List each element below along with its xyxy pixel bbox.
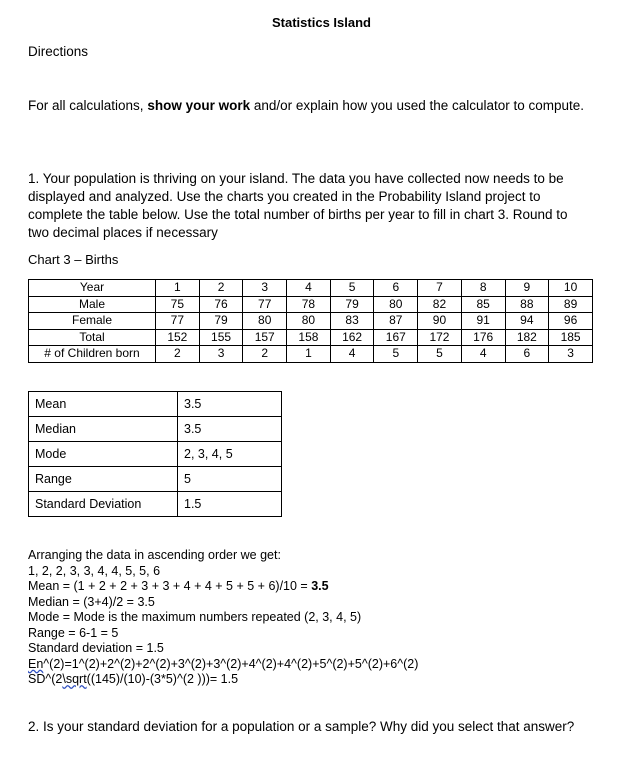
table-cell: 87 [374, 313, 418, 330]
table-cell: 162 [330, 329, 374, 346]
work-line-mode: Mode = Mode is the maximum numbers repeated (2, 3, 4, 5) [28, 610, 362, 624]
row-label: # of Children born [29, 346, 156, 363]
question-1: 1. Your population is thriving on your island. The data you have collected now needs to be displayed and analyzed. Use the charts you created in the Probability Island project to complete the table below. Use the total number of births per year to fill in chart 3. Round to two decimal places if necessary [28, 171, 568, 240]
table-cell: 89 [549, 296, 593, 313]
instructions-bold: show your work [147, 98, 251, 113]
table-cell: 158 [287, 329, 331, 346]
table-cell: 2 [156, 346, 200, 363]
work-section [28, 548, 418, 688]
table-cell: 4 [461, 346, 505, 363]
directions-heading: Directions [28, 44, 89, 59]
stat-value: 5 [178, 467, 282, 492]
table-cell: 77 [243, 296, 287, 313]
row-label: Total [29, 329, 156, 346]
table-cell: 79 [199, 313, 243, 330]
table-cell: 10 [549, 280, 593, 297]
work-line-sorted: 1, 2, 2, 3, 3, 4, 4, 5, 5, 6 [28, 563, 161, 578]
table-cell: 76 [199, 296, 243, 313]
table-cell: 90 [418, 313, 462, 330]
table-cell: 94 [505, 313, 549, 330]
table-cell: 3 [243, 280, 287, 297]
table-cell: 2 [199, 280, 243, 297]
table-cell: 152 [156, 329, 200, 346]
table-row [29, 417, 282, 442]
table-cell: 5 [374, 346, 418, 363]
row-label: Male [29, 296, 156, 313]
work-line-en [28, 657, 418, 673]
table-cell: 185 [549, 329, 593, 346]
table-cell: 75 [156, 296, 200, 313]
table-cell: 85 [461, 296, 505, 313]
table-row [29, 280, 593, 297]
table-row [29, 296, 593, 313]
row-label: Female [29, 313, 156, 330]
table-cell: 91 [461, 313, 505, 330]
table-cell: 7 [418, 280, 462, 297]
table-cell: 96 [549, 313, 593, 330]
table-cell: 77 [156, 313, 200, 330]
stat-label: Range [29, 467, 178, 492]
table-cell: 9 [505, 280, 549, 297]
stat-label: Mean [29, 392, 178, 417]
en-flagged: En [28, 656, 44, 671]
instructions-post: and/or explain how you used the calculator to compute. [250, 98, 585, 113]
table-row [29, 467, 282, 492]
table-cell: 82 [418, 296, 462, 313]
work-line-mean [28, 579, 418, 595]
table-cell: 6 [505, 346, 549, 363]
table-cell: 3 [199, 346, 243, 363]
table-cell: 88 [505, 296, 549, 313]
table-row [29, 329, 593, 346]
work-line-sd: Standard deviation = 1.5 [28, 641, 164, 655]
table-cell: 80 [287, 313, 331, 330]
mean-result: 3.5 [311, 579, 329, 593]
table-cell: 5 [418, 346, 462, 363]
table-cell: 3 [549, 346, 593, 363]
births-table [28, 279, 593, 363]
table-cell: 155 [199, 329, 243, 346]
work-line-median: Median = (3+4)/2 = 3.5 [28, 594, 155, 609]
table-row [29, 492, 282, 517]
table-cell: 6 [374, 280, 418, 297]
table-cell: 80 [243, 313, 287, 330]
stat-value: 2, 3, 4, 5 [178, 442, 282, 467]
en-rest: ^(2)=1^(2)+2^(2)+2^(2)+3^(2)+3^(2)+4^(2)+4^(2)+5^(2)+5^(2)+6^(2) [43, 656, 419, 671]
stat-value: 3.5 [178, 392, 282, 417]
table-cell: 172 [418, 329, 462, 346]
table-row [29, 346, 593, 363]
table-cell: 1 [287, 346, 331, 363]
work-line-arranging: Arranging the data in ascending order we get: [28, 548, 281, 562]
table-cell: 167 [374, 329, 418, 346]
sd-pre: SD^(2 [28, 672, 63, 686]
sd-rest: ((145)/(10)-(3*5)^(2 )))= 1.5 [86, 672, 239, 686]
table-cell: 2 [243, 346, 287, 363]
table-cell: 157 [243, 329, 287, 346]
table-cell: 1 [156, 280, 200, 297]
table-cell: 8 [461, 280, 505, 297]
table-cell: 176 [461, 329, 505, 346]
stat-label: Mode [29, 442, 178, 467]
table-cell: 83 [330, 313, 374, 330]
instructions-paragraph [28, 97, 588, 115]
table-cell: 4 [330, 346, 374, 363]
table-cell: 5 [330, 280, 374, 297]
table-row [29, 442, 282, 467]
stats-table [28, 391, 282, 517]
table-row [29, 313, 593, 330]
stat-value: 1.5 [178, 492, 282, 517]
stat-label: Median [29, 417, 178, 442]
mean-formula: Mean = (1 + 2 + 2 + 3 + 3 + 4 + 4 + 5 + 5 + 6)/10 = [28, 579, 312, 593]
instructions-pre: For all calculations, [28, 98, 148, 113]
table-cell: 80 [374, 296, 418, 313]
table-cell: 79 [330, 296, 374, 313]
work-line-sd-formula [28, 672, 418, 688]
page-title: Statistics Island [272, 15, 371, 30]
stat-value: 3.5 [178, 417, 282, 442]
table-cell: 182 [505, 329, 549, 346]
table-cell: 78 [287, 296, 331, 313]
table-cell: 4 [287, 280, 331, 297]
stat-label: Standard Deviation [29, 492, 178, 517]
question-2: 2. Is your standard deviation for a population or a sample? Why did you select that answer? [28, 719, 575, 734]
sd-flagged: \sqrt [62, 672, 87, 686]
chart-caption: Chart 3 – Births [28, 252, 119, 267]
work-line-range: Range = 6-1 = 5 [28, 625, 119, 640]
table-row [29, 392, 282, 417]
row-label: Year [29, 280, 156, 297]
